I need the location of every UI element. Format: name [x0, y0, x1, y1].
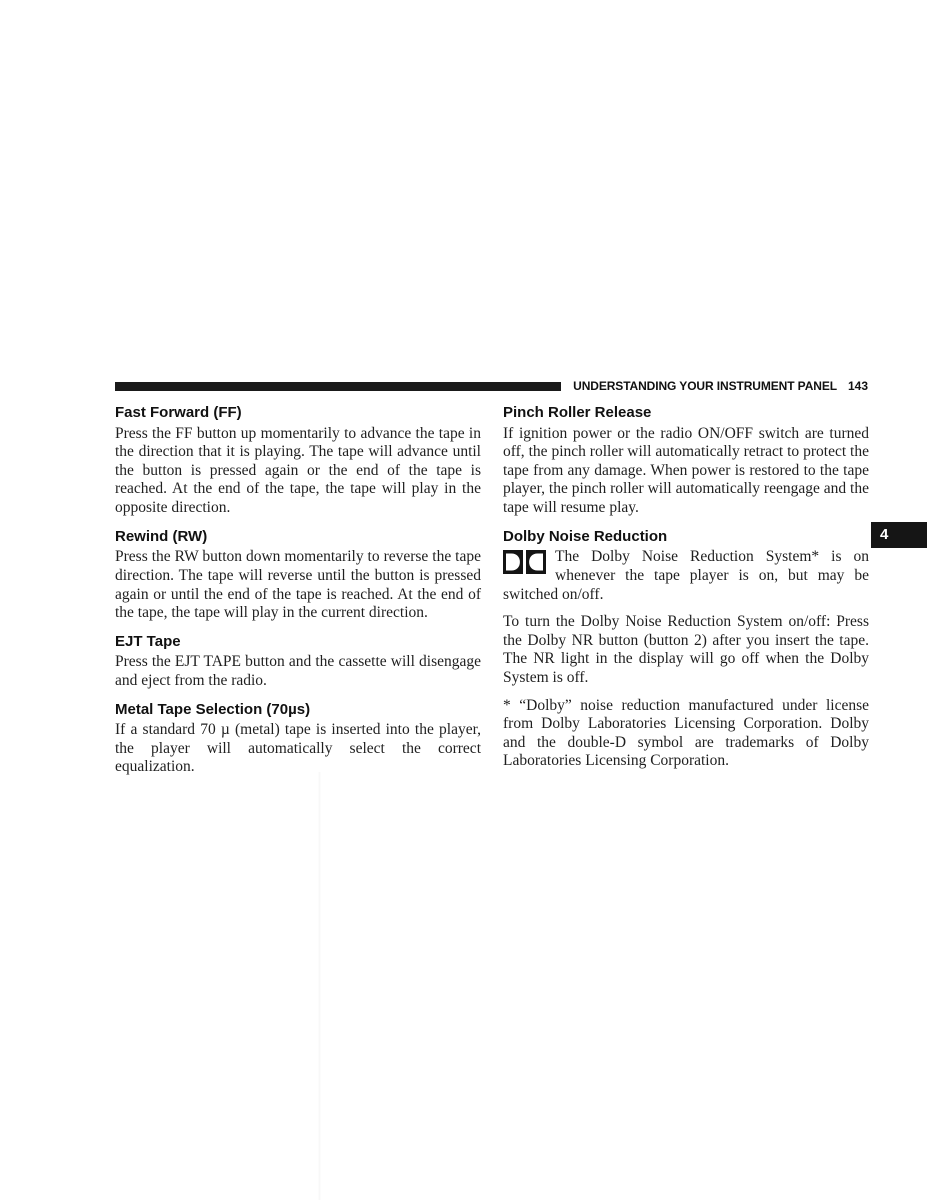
dolby-double-d-icon — [503, 550, 546, 574]
page-fold-line — [318, 772, 321, 1200]
section-metal-tape — [115, 701, 481, 777]
section-ejt-tape — [115, 633, 481, 691]
chapter-tab — [871, 522, 927, 548]
section-body: Press the RW button down momentarily to reverse the tape direction. The tape will reverse until the button is pressed again or until the end of the tape is reached. At the end of the tape, the tape will play in the current direction. — [115, 548, 481, 622]
page-number: 143 — [847, 379, 868, 393]
section-body-with-icon — [503, 548, 869, 604]
dolby-trademark-note: * “Dolby” noise reduction manufactured under license from Dolby Laboratories Licensing Corporation. Dolby and the double-D symbol are trademarks of Dolby Laboratories Licensing Corporation. — [503, 696, 869, 770]
left-column — [115, 404, 481, 787]
section-body: If a standard 70 µ (metal) tape is inserted into the player, the player will automatically select the correct equalization. — [115, 721, 481, 776]
section-heading: Dolby Noise Reduction — [503, 527, 668, 545]
dolby-intro-text: The Dolby Noise Reduction System* is on whenever the tape player is on, but may be switched on/off. — [503, 548, 869, 603]
section-heading: Metal Tape Selection (70µs) — [115, 700, 311, 718]
section-body: Press the EJT TAPE button and the cassette will disengage and eject from the radio. — [115, 653, 481, 689]
section-dolby — [503, 528, 869, 771]
chapter-tab-number: 4 — [880, 526, 889, 543]
section-heading: Fast Forward (FF) — [115, 404, 242, 421]
section-fast-forward — [115, 404, 481, 518]
section-heading: EJT Tape — [115, 632, 181, 650]
section-body: Press the FF button up momentarily to advance the tape in the direction that it is playing. The tape will advance until the button is pressed again or the end of the tape is reached. At the end of the tape, the tape will play in the opposite direction. — [115, 424, 481, 517]
section-heading: Rewind (RW) — [115, 527, 208, 545]
section-body: To turn the Dolby Noise Reduction System on/off: Press the Dolby NR button (button 2) after you insert the tape. The NR light in the display will go off when the Dolby System is off. — [503, 613, 869, 686]
header-rule-bar — [115, 382, 561, 391]
section-rewind — [115, 528, 481, 623]
page-header — [115, 379, 868, 393]
section-heading: Pinch Roller Release — [503, 404, 652, 421]
header-title: UNDERSTANDING YOUR INSTRUMENT PANEL — [573, 379, 837, 393]
right-column — [503, 404, 869, 781]
section-body: If ignition power or the radio ON/OFF switch are turned off, the pinch roller will automatically retract to protect the tape from any damage. When power is restored to the tape player, the pinch roller will automatically reengage and the tape will resume play. — [503, 424, 869, 517]
section-pinch-roller — [503, 404, 869, 518]
